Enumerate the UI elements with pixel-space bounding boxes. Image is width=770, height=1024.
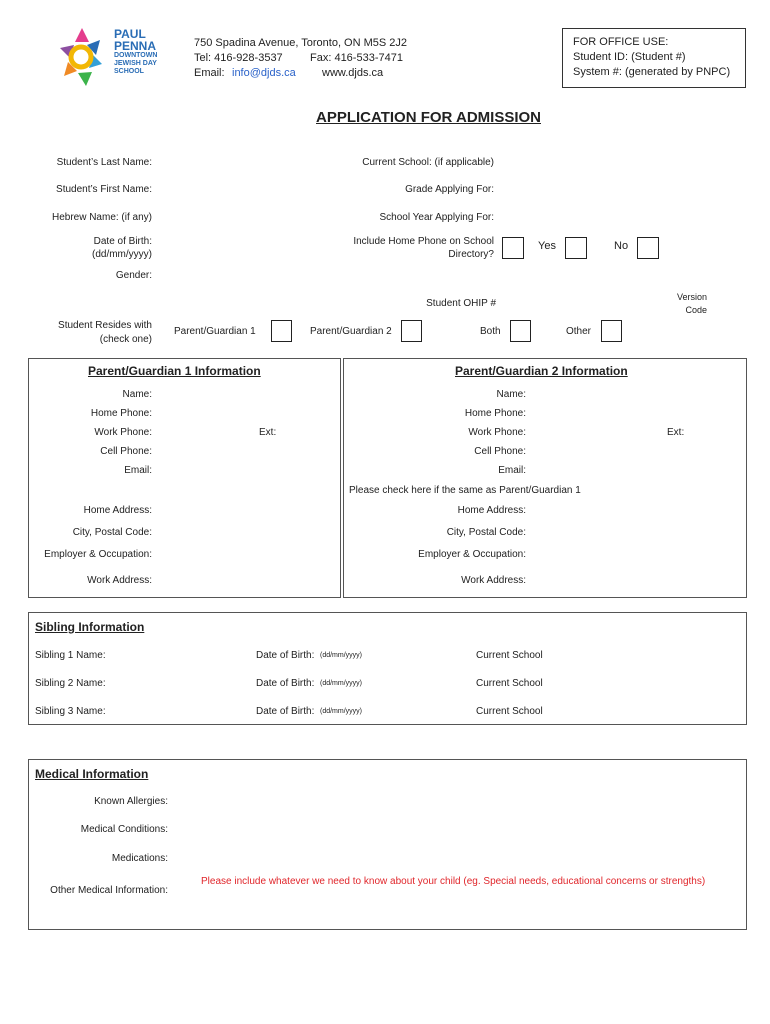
pg2-home-phone-label: Home Phone: (464, 408, 526, 419)
conditions-label: Medical Conditions: (80, 824, 168, 835)
hebrew-name-label: Hebrew Name: (if any) (51, 212, 152, 223)
pg2-ext-label: Ext: (667, 427, 685, 438)
sibling-title: Sibling Information (35, 620, 145, 634)
yes-checkbox[interactable] (565, 237, 587, 259)
sibling-school-label: Current School (476, 706, 543, 717)
pg2-employer-label: Employer & Occupation: (418, 549, 526, 560)
pg2-city-label: City, Postal Code: (446, 527, 526, 538)
school-address: 750 Spadina Avenue, Toronto, ON M5S 2J2 (194, 37, 408, 49)
resides-pg1-checkbox[interactable] (271, 320, 292, 342)
logo-text: PAUL PENNA DOWNTOWN JEWISH DAY SCHOOL (114, 27, 158, 75)
directory-label: Include Home Phone on School Directory? (353, 236, 494, 260)
school-tel: Tel: 416-928-3537 (194, 52, 283, 64)
pg2-same-as-label[interactable]: Please check here if the same as Parent/Guardian 1 (349, 485, 581, 496)
dob-label: Date of Birth: (dd/mm/yyyy) (92, 236, 152, 260)
school-website: www.djds.ca (322, 67, 384, 79)
sibling-dob-format: (dd/mm/yyyy) (320, 708, 362, 715)
office-use-label: FOR OFFICE USE: (573, 36, 669, 48)
sibling-name-label: Sibling 1 Name: (35, 650, 106, 661)
gender-label: Gender: (115, 270, 152, 281)
sibling-dob-format: (dd/mm/yyyy) (320, 680, 362, 687)
page-title: APPLICATION FOR ADMISSION (316, 109, 541, 126)
pg2-work-address-label: Work Address: (461, 575, 526, 586)
sibling-dob-format: (dd/mm/yyyy) (320, 652, 362, 659)
pg1-employer-label: Employer & Occupation: (44, 549, 152, 560)
pg1-cell-label: Cell Phone: (100, 446, 152, 457)
yes-label: Yes (538, 240, 556, 252)
pg2-email-label: Email: (498, 465, 526, 476)
medical-box (28, 759, 747, 930)
medical-title: Medical Information (35, 767, 149, 781)
office-use-box (562, 28, 746, 88)
pg1-city-label: City, Postal Code: (72, 527, 152, 538)
school-email-link[interactable]: info@djds.ca (232, 67, 296, 79)
sibling-dob-label: Date of Birth: (256, 650, 315, 661)
pg2-home-address-label: Home Address: (457, 505, 526, 516)
no-label: No (614, 240, 629, 252)
first-name-label: Student’s First Name: (56, 184, 152, 195)
resides-opt-both-label: Both (480, 326, 501, 337)
resides-opt-pg2-label: Parent/Guardian 2 (310, 326, 392, 337)
pg2-work-phone-label: Work Phone: (468, 427, 526, 438)
pg1-home-address-label: Home Address: (83, 505, 152, 516)
office-student-id: Student ID: (Student #) (573, 51, 686, 63)
pg1-work-address-label: Work Address: (87, 575, 152, 586)
allergies-label: Known Allergies: (94, 796, 168, 807)
resides-label: Student Resides with (check one) (58, 320, 152, 345)
star-logo-icon (56, 26, 108, 90)
medications-label: Medications: (111, 853, 168, 864)
grade-label: Grade Applying For: (405, 184, 494, 195)
directory-checkbox[interactable] (502, 237, 524, 259)
no-checkbox[interactable] (637, 237, 659, 259)
medical-note: Please include whatever we need to know about your child (eg. Special needs, educational concerns or strengths) (201, 876, 706, 887)
pg1-title: Parent/Guardian 1 Information (88, 364, 261, 378)
resides-opt-other-label: Other (566, 326, 592, 337)
office-system-no: System #: (generated by PNPC) (573, 66, 731, 78)
pg1-box (28, 358, 341, 598)
sibling-dob-label: Date of Birth: (256, 678, 315, 689)
pg2-name-label: Name: (496, 389, 526, 400)
resides-both-checkbox[interactable] (510, 320, 531, 342)
resides-other-checkbox[interactable] (601, 320, 622, 342)
school-fax: Fax: 416-533-7471 (310, 52, 403, 64)
resides-pg2-checkbox[interactable] (401, 320, 422, 342)
pg1-home-phone-label: Home Phone: (90, 408, 152, 419)
pg1-email-label: Email: (124, 465, 152, 476)
pg1-name-label: Name: (122, 389, 152, 400)
sibling-name-label: Sibling 2 Name: (35, 678, 106, 689)
current-school-label: Current School: (if applicable) (362, 157, 494, 168)
school-email-label: Email: (194, 67, 225, 79)
resides-opt-pg1-label: Parent/Guardian 1 (174, 326, 256, 337)
pg1-ext-label: Ext: (259, 427, 277, 438)
version-code-label: Version Code (676, 292, 707, 315)
sibling-dob-label: Date of Birth: (256, 706, 315, 717)
pg2-title: Parent/Guardian 2 Information (455, 364, 628, 378)
school-year-label: School Year Applying For: (379, 212, 494, 223)
last-name-label: Student’s Last Name: (56, 157, 152, 168)
ohip-label: Student OHIP # (426, 298, 496, 309)
sibling-school-label: Current School (476, 650, 543, 661)
other-medical-label: Other Medical Information: (50, 885, 168, 896)
sibling-box (28, 612, 747, 725)
school-logo (56, 26, 174, 90)
pg2-cell-label: Cell Phone: (474, 446, 526, 457)
sibling-school-label: Current School (476, 678, 543, 689)
pg2-box (343, 358, 747, 598)
sibling-name-label: Sibling 3 Name: (35, 706, 106, 717)
pg1-work-phone-label: Work Phone: (94, 427, 152, 438)
